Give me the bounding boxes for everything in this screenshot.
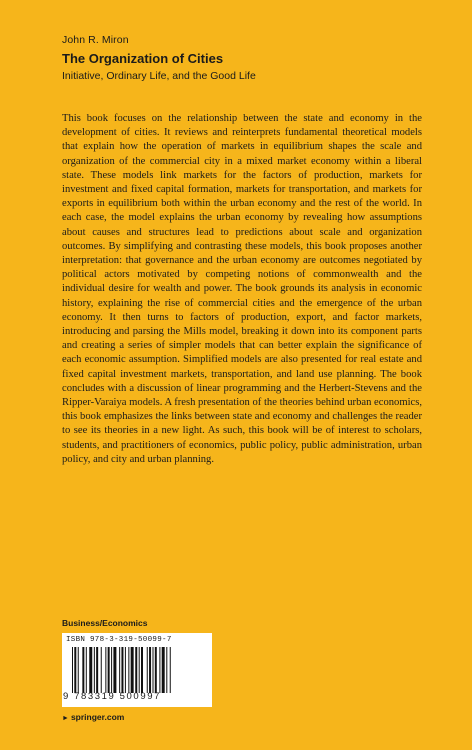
book-subtitle: Initiative, Ordinary Life, and the Good Life	[62, 70, 256, 82]
barcode-stripe	[125, 647, 126, 693]
barcode-stripe	[94, 647, 95, 693]
barcode-stripe	[155, 647, 157, 693]
ean-number: 9 783319 500997	[63, 691, 161, 702]
isbn-label: ISBN 978-3-319-50099-7	[66, 636, 172, 644]
barcode-stripe	[86, 647, 87, 693]
barcode-stripe	[108, 647, 110, 693]
barcode-stripe	[111, 647, 112, 693]
barcode-stripe	[135, 647, 137, 693]
book-description: This book focuses on the relationship between the state and economy in the development of cities. It reviews and reinterprets fundamental theoretical models that explain how the operation of markets in equilibrium shapes the scale and organization of the commercial city in a mixed market economy within a liberal state. These models link markets for the factors of production, markets for investment and fixed capital formation, markets for transportation, and markets for exports in equilibrium both within the urban economy and the rest of the world. In each case, the model explains the urban economy by revealing how assumptions about causes and structures lead to predictions about scale and organization outcomes. By simplifying and contrasting these models, this book proposes another interpretation: that governance and the urban economy are outcomes negotiated by political actors motivated by competing notions of commonwealth and the individual desire for wealth and power. The book grounds its analysis in economic history, explaining the rise of commercial cities and the emergence of the urban economy. It then turns to factors of production, export, and factor markets, introducing and parsing the Mills model, breaking it down into its component parts and creating a series of simpler models that can better explain the significance of each economic assumption. Simplified models are also presented for real estate and fixed capital investment markets, transportation, and land use planning. The book concludes with a discussion of linear programming and the Herbert-Stevens and the Ripper-Varaiya models. A fresh presentation of the theories behind urban economics, this book emphasizes the links between state and economy and challenges the reader to see its theories in a new light. As such, this book will be of interest to scholars, students, and practitioners of economics, public policy, public administration, urban policy, and city and urban planning.	[62, 113, 422, 465]
barcode-stripe	[166, 647, 167, 693]
barcode	[62, 633, 212, 707]
barcode-stripe	[96, 647, 98, 693]
barcode-stripe	[113, 647, 116, 693]
barcode-stripe	[78, 647, 79, 693]
barcode-stripe	[89, 647, 92, 693]
barcode-stripe	[141, 647, 143, 693]
barcode-stripe	[119, 647, 120, 693]
barcode-stripe	[149, 647, 151, 693]
barcode-stripe	[128, 647, 129, 693]
author-name: John R. Miron	[62, 34, 129, 46]
barcode-stripe	[105, 647, 106, 693]
barcode-stripe	[72, 647, 73, 693]
barcode-stripe	[159, 647, 160, 693]
barcode-stripe	[101, 647, 102, 693]
subject-category: Business/Economics	[62, 618, 148, 628]
barcode-stripe	[121, 647, 123, 693]
barcode-bars	[72, 647, 206, 693]
barcode-stripe	[162, 647, 165, 693]
barcode-stripe	[131, 647, 134, 693]
publisher-url: springer.com	[70, 712, 125, 722]
book-title: The Organization of Cities	[62, 51, 224, 66]
barcode-stripe	[153, 647, 154, 693]
barcode-stripe	[139, 647, 140, 693]
arrow-icon: ►	[62, 715, 69, 722]
barcode-stripe	[82, 647, 84, 693]
barcode-stripe	[147, 647, 148, 693]
barcode-stripe	[170, 647, 171, 693]
barcode-stripe	[74, 647, 76, 693]
publisher-link[interactable]	[62, 712, 124, 722]
